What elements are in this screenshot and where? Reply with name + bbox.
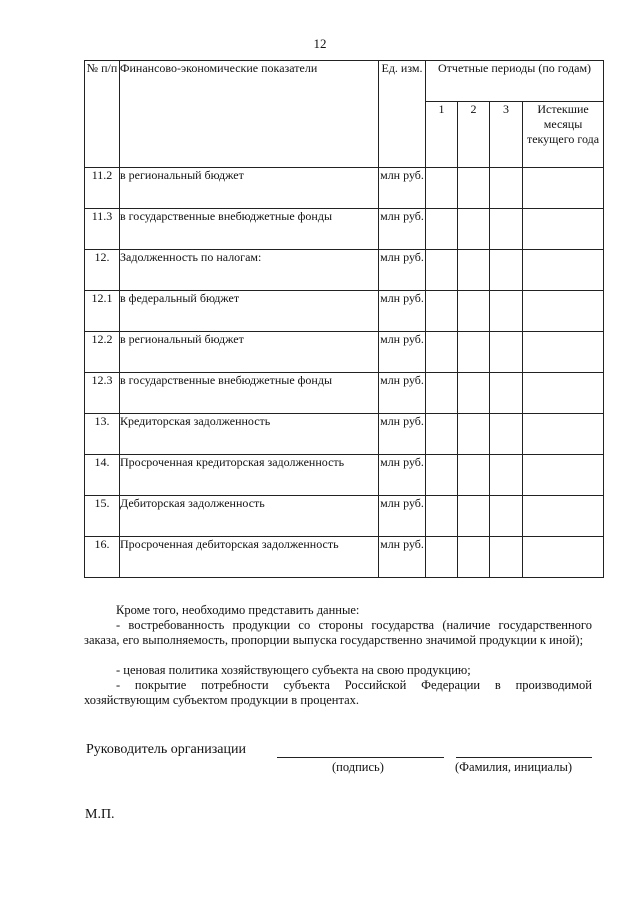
cell-period-3 [490,332,523,373]
table-row [85,250,604,291]
table-row [85,455,604,496]
row-unit: млн руб. [379,414,426,455]
cell-period-3 [490,455,523,496]
cell-period-2 [458,537,490,578]
row-number: 11.3 [85,209,120,250]
cell-period-2 [458,414,490,455]
cell-period-1 [426,332,458,373]
row-indicator: в региональный бюджет [120,332,379,373]
table-row [85,209,604,250]
row-unit: млн руб. [379,537,426,578]
cell-current-months [523,537,604,578]
cell-period-1 [426,250,458,291]
row-indicator: Просроченная кредиторская задолженность [120,455,379,496]
header-reporting-periods: Отчетные периоды (по годам) [426,61,604,102]
table-row [85,168,604,209]
signature-label: Руководитель организации [86,742,246,757]
row-indicator: в региональный бюджет [120,168,379,209]
cell-period-1 [426,168,458,209]
cell-current-months [523,291,604,332]
cell-period-1 [426,209,458,250]
cell-current-months [523,414,604,455]
signature-caption: (подпись) [332,760,384,774]
header-period-3: 3 [490,102,523,168]
intro-paragraph: Кроме того, необходимо представить данные: [116,603,360,617]
financial-indicators-table [84,60,604,578]
requirement-item-2: - ценовая политика хозяйствующего субъекта на свою продукцию; [116,663,471,677]
row-indicator: Просроченная дебиторская задолженность [120,537,379,578]
cell-period-1 [426,455,458,496]
cell-period-3 [490,414,523,455]
row-indicator: Кредиторская задолженность [120,414,379,455]
cell-current-months [523,455,604,496]
row-number: 14. [85,455,120,496]
name-line [456,757,592,758]
cell-period-2 [458,209,490,250]
row-number: 16. [85,537,120,578]
row-unit: млн руб. [379,373,426,414]
table-row [85,414,604,455]
cell-period-3 [490,537,523,578]
header-period-1: 1 [426,102,458,168]
row-unit: млн руб. [379,168,426,209]
table-row [85,332,604,373]
row-number: 13. [85,414,120,455]
cell-period-1 [426,414,458,455]
requirement-item-3: - покрытие потребности субъекта Российской Федерации в производимой хозяйствующим субъектом продукции в процентах. [84,678,592,707]
cell-period-3 [490,209,523,250]
row-number: 15. [85,496,120,537]
name-caption: (Фамилия, инициалы) [455,760,573,774]
row-indicator: в государственные внебюджетные фонды [120,373,379,414]
header-indicators: Финансово-экономические показатели [120,61,379,168]
cell-period-1 [426,537,458,578]
row-unit: млн руб. [379,496,426,537]
row-unit: млн руб. [379,455,426,496]
cell-current-months [523,496,604,537]
cell-period-2 [458,332,490,373]
row-number: 12.2 [85,332,120,373]
requirement-item-1: - востребованность продукции со стороны государства (наличие государственного заказа, его выполняемость, пропорции выпуска государственно значимой продукции к иной); [84,618,592,647]
cell-period-3 [490,250,523,291]
row-unit: млн руб. [379,209,426,250]
cell-period-2 [458,496,490,537]
row-number: 12.1 [85,291,120,332]
header-unit: Ед. изм. [379,61,426,168]
cell-current-months [523,209,604,250]
row-number: 11.2 [85,168,120,209]
row-indicator: в государственные внебюджетные фонды [120,209,379,250]
row-number: 12.3 [85,373,120,414]
row-indicator: Задолженность по налогам: [120,250,379,291]
cell-period-2 [458,250,490,291]
table-row [85,496,604,537]
header-current-months: Истекшие месяцы текущего года [523,102,604,168]
cell-period-2 [458,373,490,414]
row-indicator: в федеральный бюджет [120,291,379,332]
cell-period-2 [458,168,490,209]
cell-period-1 [426,373,458,414]
cell-period-3 [490,373,523,414]
cell-current-months [523,168,604,209]
table-row [85,373,604,414]
cell-period-3 [490,291,523,332]
cell-current-months [523,332,604,373]
cell-period-3 [490,496,523,537]
row-unit: млн руб. [379,291,426,332]
page-number: 12 [313,36,327,51]
cell-period-2 [458,455,490,496]
table-row [85,537,604,578]
row-unit: млн руб. [379,332,426,373]
cell-period-1 [426,291,458,332]
cell-period-3 [490,168,523,209]
row-number: 12. [85,250,120,291]
cell-current-months [523,373,604,414]
cell-period-2 [458,291,490,332]
stamp-place: М.П. [85,807,115,822]
header-number: № п/п [85,61,120,168]
cell-period-1 [426,496,458,537]
cell-current-months [523,250,604,291]
row-unit: млн руб. [379,250,426,291]
header-period-2: 2 [458,102,490,168]
signature-line [277,757,444,758]
table-row [85,291,604,332]
row-indicator: Дебиторская задолженность [120,496,379,537]
